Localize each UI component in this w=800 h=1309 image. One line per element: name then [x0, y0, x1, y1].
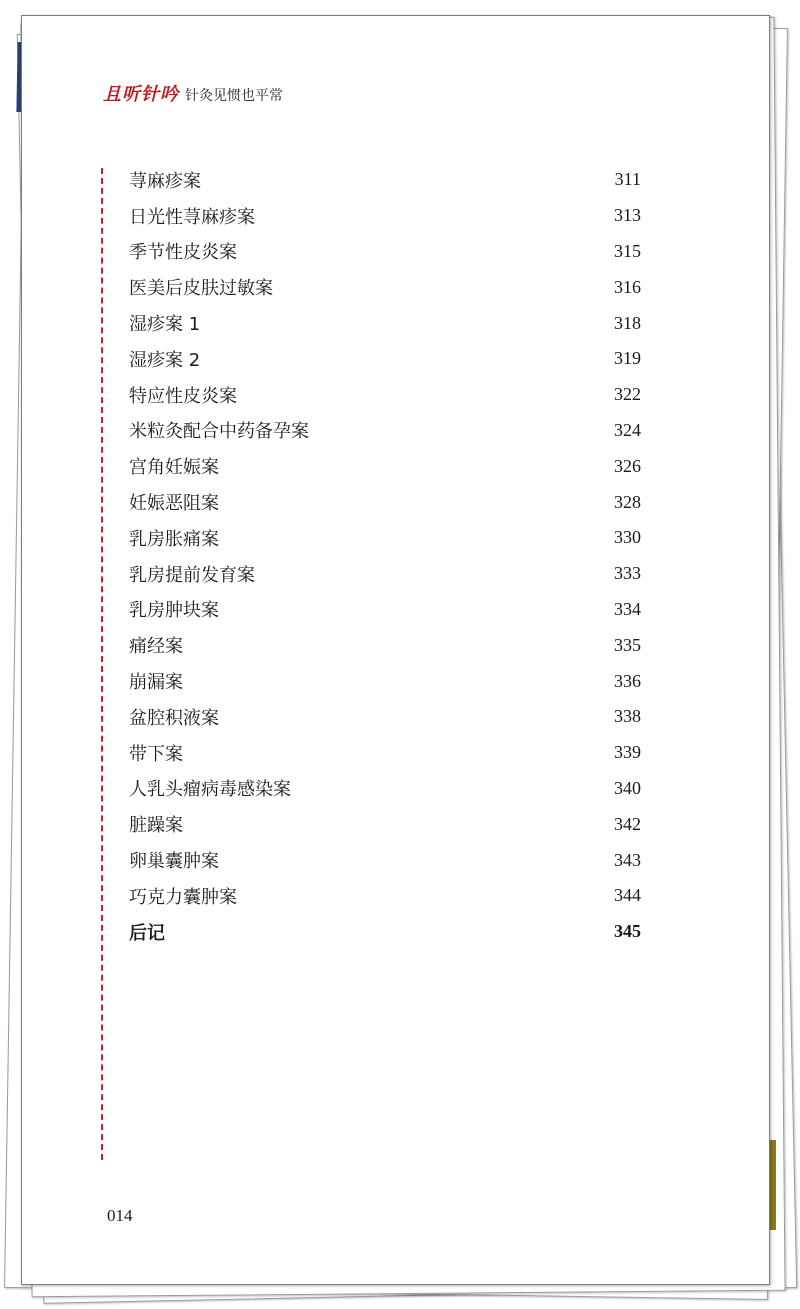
toc-entry-title: 湿疹案 1: [129, 314, 201, 336]
toc-entry-page: 318: [614, 312, 641, 333]
toc-entry-title: 特应性皮炎案: [129, 385, 237, 407]
toc-entry[interactable]: [129, 592, 641, 628]
toc-entry-title: 米粒灸配合中药备孕案: [129, 421, 309, 443]
toc-entry-page: 316: [614, 276, 641, 297]
toc-entry-page: 333: [614, 563, 641, 584]
header-brand: 且听针吟: [103, 84, 179, 105]
toc-entry-page: 319: [614, 348, 641, 369]
toc-entry-page: 338: [614, 706, 641, 727]
toc-entry-page: 311: [614, 169, 641, 190]
toc-entry-page: 335: [614, 634, 641, 655]
table-of-contents: [129, 162, 641, 950]
toc-entry-page: 328: [614, 491, 641, 512]
toc-entry-title: 日光性荨麻疹案: [129, 206, 255, 228]
toc-entry-title: 乳房提前发育案: [129, 564, 255, 586]
page-number: 014: [107, 1206, 133, 1225]
toc-entry-page: 324: [614, 419, 641, 440]
document-page: [21, 15, 770, 1285]
toc-entry-page: 334: [614, 598, 641, 619]
toc-entry-title: 季节性皮炎案: [129, 242, 237, 264]
toc-entry-title: 乳房肿块案: [129, 600, 219, 622]
toc-entry[interactable]: [129, 269, 641, 305]
toc-entry[interactable]: [129, 377, 641, 413]
toc-entry-page: 345: [614, 921, 641, 942]
toc-entry-title: 湿疹案 2: [129, 349, 201, 371]
toc-entry-page: 342: [614, 813, 641, 834]
toc-entry[interactable]: [129, 914, 641, 950]
toc-entry[interactable]: [129, 771, 641, 807]
toc-entry-title: 人乳头瘤病毒感染案: [129, 779, 291, 801]
toc-entry[interactable]: [129, 448, 641, 484]
toc-entry[interactable]: [129, 806, 641, 842]
toc-entry-title: 妊娠恶阻案: [129, 493, 219, 515]
toc-entry-title: 巧克力囊肿案: [129, 886, 237, 908]
toc-entry-page: 313: [614, 205, 641, 226]
toc-entry-page: 330: [614, 527, 641, 548]
toc-entry-page: 340: [614, 777, 641, 798]
header-subtitle: 针灸见惯也平常: [185, 88, 283, 104]
toc-entry[interactable]: [129, 162, 641, 198]
toc-entry[interactable]: [129, 878, 641, 914]
toc-entry-title: 盆腔积液案: [129, 707, 219, 729]
toc-entry-title: 痛经案: [129, 636, 183, 658]
toc-entry-page: 326: [614, 455, 641, 476]
toc-entry[interactable]: [129, 484, 641, 520]
toc-entry-title: 后记: [129, 922, 165, 944]
toc-entry[interactable]: [129, 234, 641, 270]
toc-entry-title: 带下案: [129, 743, 183, 765]
toc-entry[interactable]: [129, 735, 641, 771]
toc-entry-page: 315: [614, 240, 641, 261]
dashed-margin-line: [101, 168, 103, 1160]
toc-entry-page: 336: [614, 670, 641, 691]
toc-entry-title: 乳房胀痛案: [129, 528, 219, 550]
toc-entry-page: 343: [614, 849, 641, 870]
toc-entry-title: 卵巢囊肿案: [129, 851, 219, 873]
toc-entry-page: 339: [614, 742, 641, 763]
toc-entry[interactable]: [129, 198, 641, 234]
toc-entry[interactable]: [129, 556, 641, 592]
toc-entry-page: 344: [614, 885, 641, 906]
toc-entry-page: 322: [614, 384, 641, 405]
toc-entry[interactable]: [129, 413, 641, 449]
running-header: [103, 80, 283, 106]
toc-entry-title: 脏躁案: [129, 815, 183, 837]
toc-entry[interactable]: [129, 663, 641, 699]
toc-entry[interactable]: [129, 627, 641, 663]
toc-entry[interactable]: [129, 842, 641, 878]
toc-entry[interactable]: [129, 520, 641, 556]
toc-entry[interactable]: [129, 699, 641, 735]
toc-entry[interactable]: [129, 305, 641, 341]
toc-entry-title: 荨麻疹案: [129, 170, 201, 192]
toc-entry-title: 医美后皮肤过敏案: [129, 278, 273, 300]
toc-entry[interactable]: [129, 341, 641, 377]
toc-entry-title: 崩漏案: [129, 672, 183, 694]
toc-entry-title: 宫角妊娠案: [129, 457, 219, 479]
